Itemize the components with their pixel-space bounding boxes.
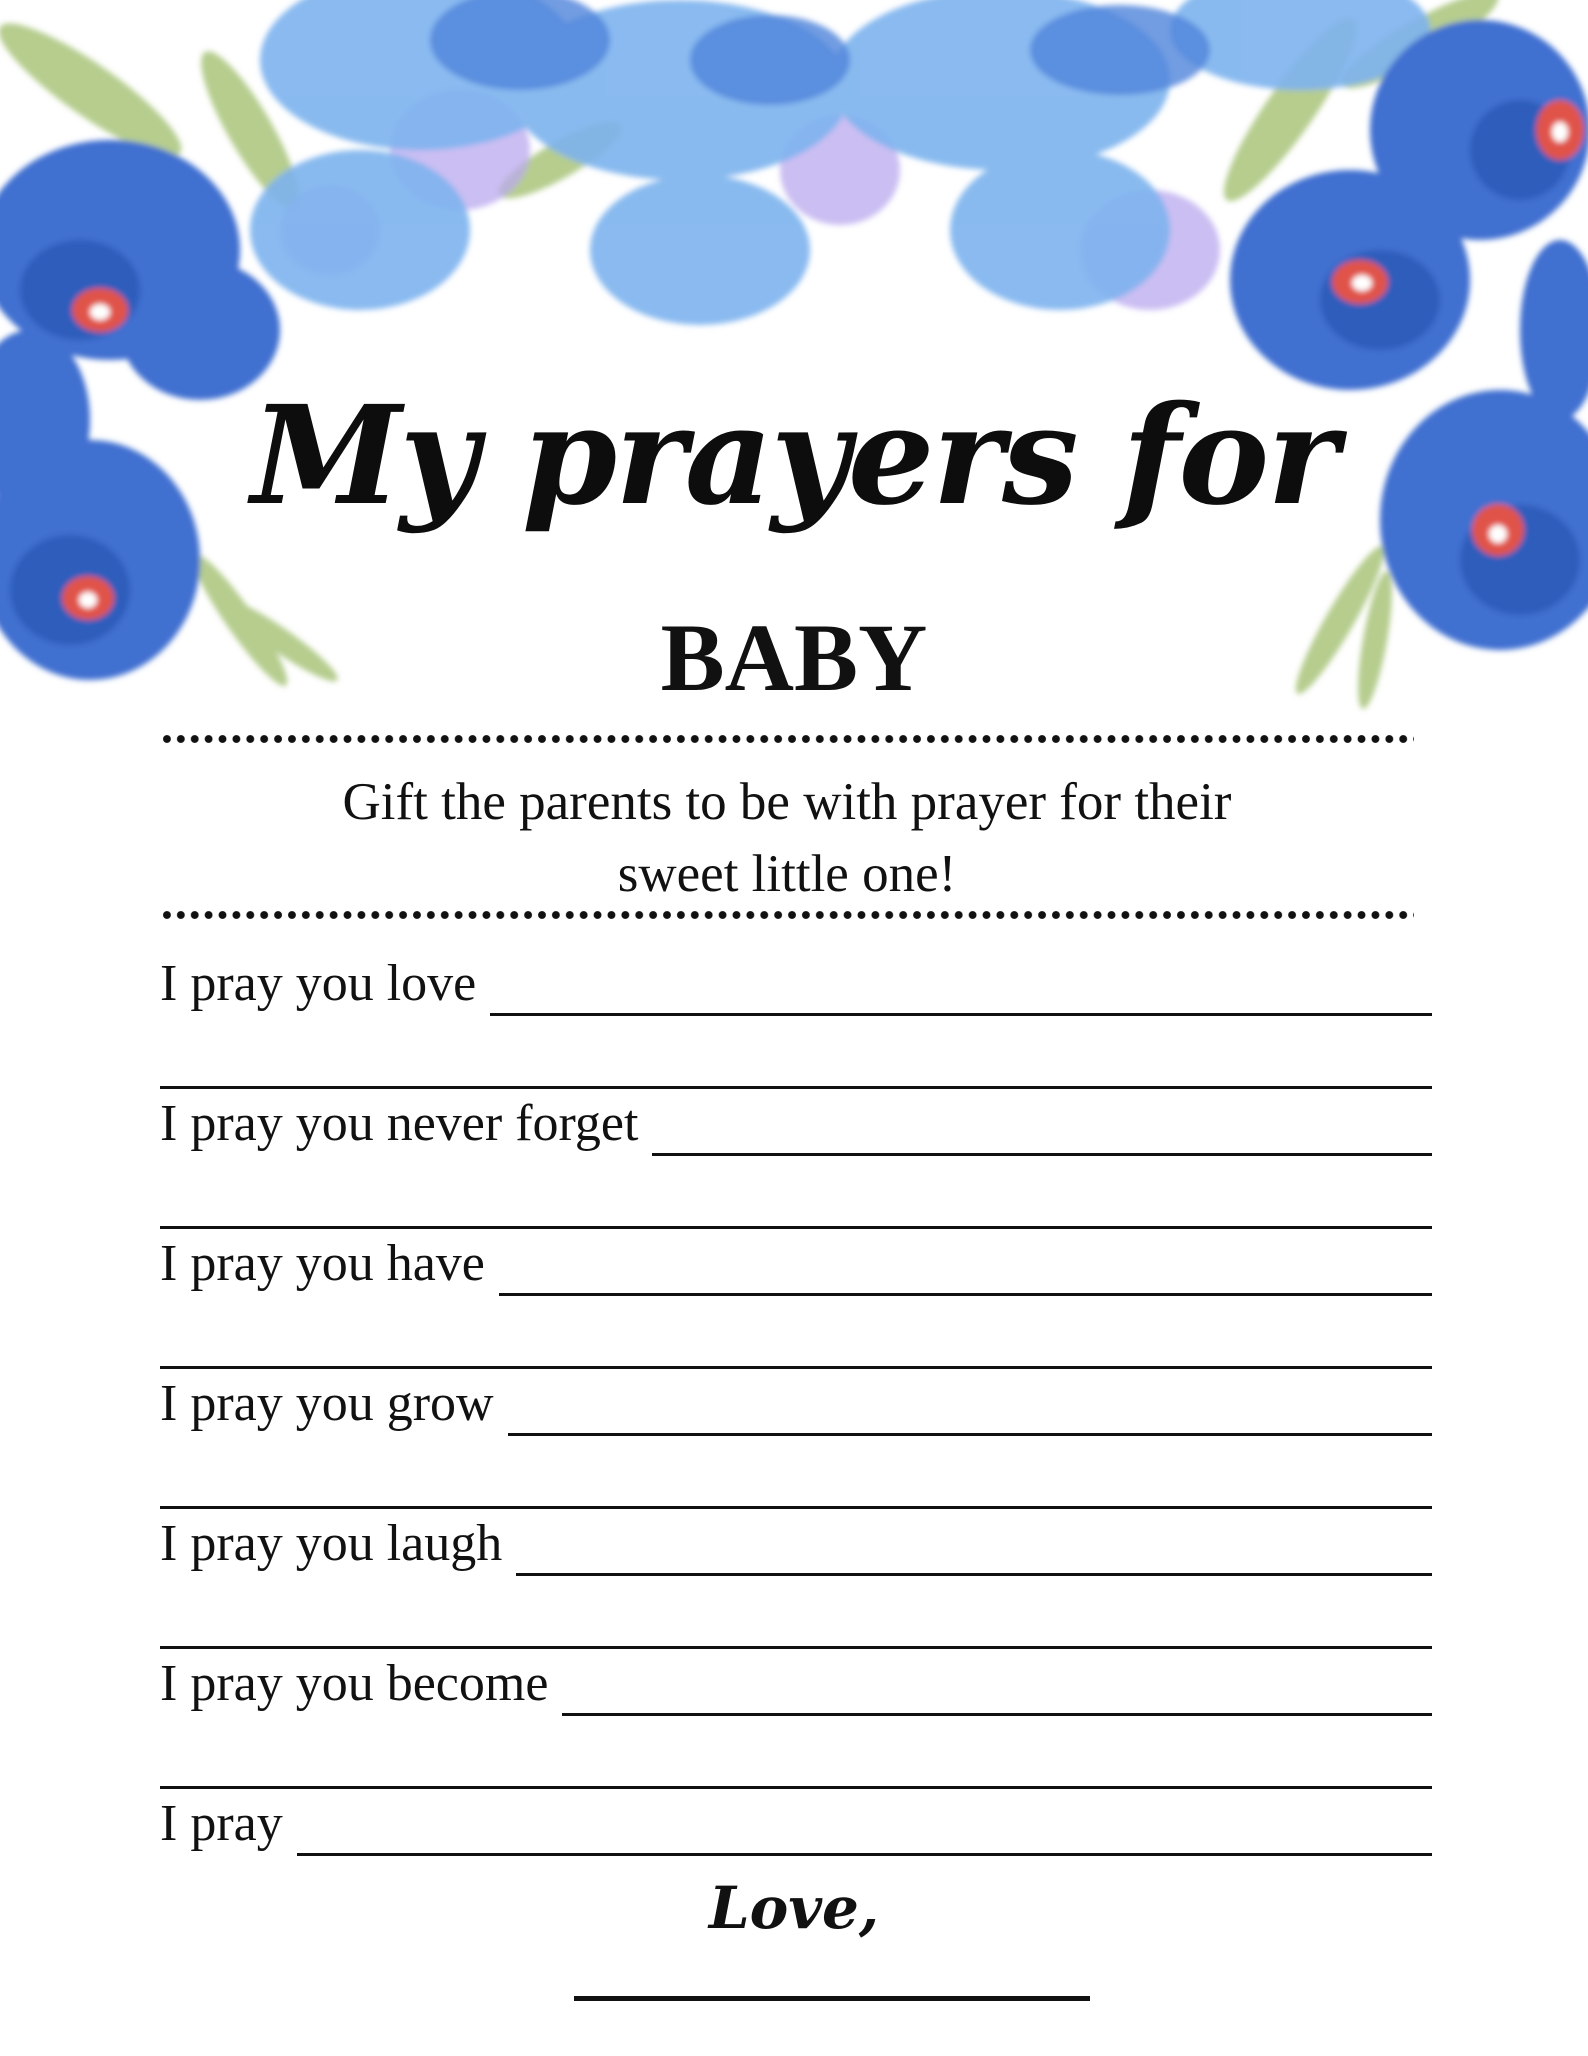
prompt-label: I pray you have	[160, 1235, 485, 1292]
prompt-row	[160, 946, 1432, 1016]
prompt-row	[160, 1506, 1432, 1576]
prompt-row	[160, 1366, 1432, 1436]
write-line[interactable]	[297, 1853, 1432, 1856]
prompt-row	[160, 1786, 1432, 1856]
write-line[interactable]	[562, 1713, 1432, 1716]
prompt-label: I pray you never forget	[160, 1095, 639, 1152]
prompt-label: I pray you laugh	[160, 1515, 503, 1572]
prompt-row	[160, 1226, 1432, 1296]
write-line[interactable]	[490, 1013, 1432, 1016]
dotted-divider-bottom	[160, 910, 1414, 920]
write-line[interactable]	[508, 1433, 1432, 1436]
page-subtitle: BABY	[660, 604, 928, 711]
prompt-label: I pray	[160, 1795, 283, 1852]
prompt-row	[160, 1086, 1432, 1156]
intro-line-1: Gift the parents to be with prayer for their	[342, 773, 1232, 831]
prompt-label: I pray you grow	[160, 1375, 494, 1432]
intro-line-2: sweet little one!	[617, 845, 957, 903]
prompt-label: I pray you become	[160, 1655, 549, 1712]
intro-text	[160, 766, 1414, 910]
write-line[interactable]	[652, 1153, 1432, 1156]
dotted-divider-top	[160, 734, 1414, 744]
write-line[interactable]	[499, 1293, 1432, 1296]
prompt-label: I pray you love	[160, 955, 477, 1012]
signature-line[interactable]	[574, 1996, 1090, 2001]
prompt-row	[160, 1646, 1432, 1716]
closing-text: Love,	[708, 1874, 880, 1942]
page-title: My prayers for	[251, 376, 1337, 536]
write-line[interactable]	[516, 1573, 1432, 1576]
